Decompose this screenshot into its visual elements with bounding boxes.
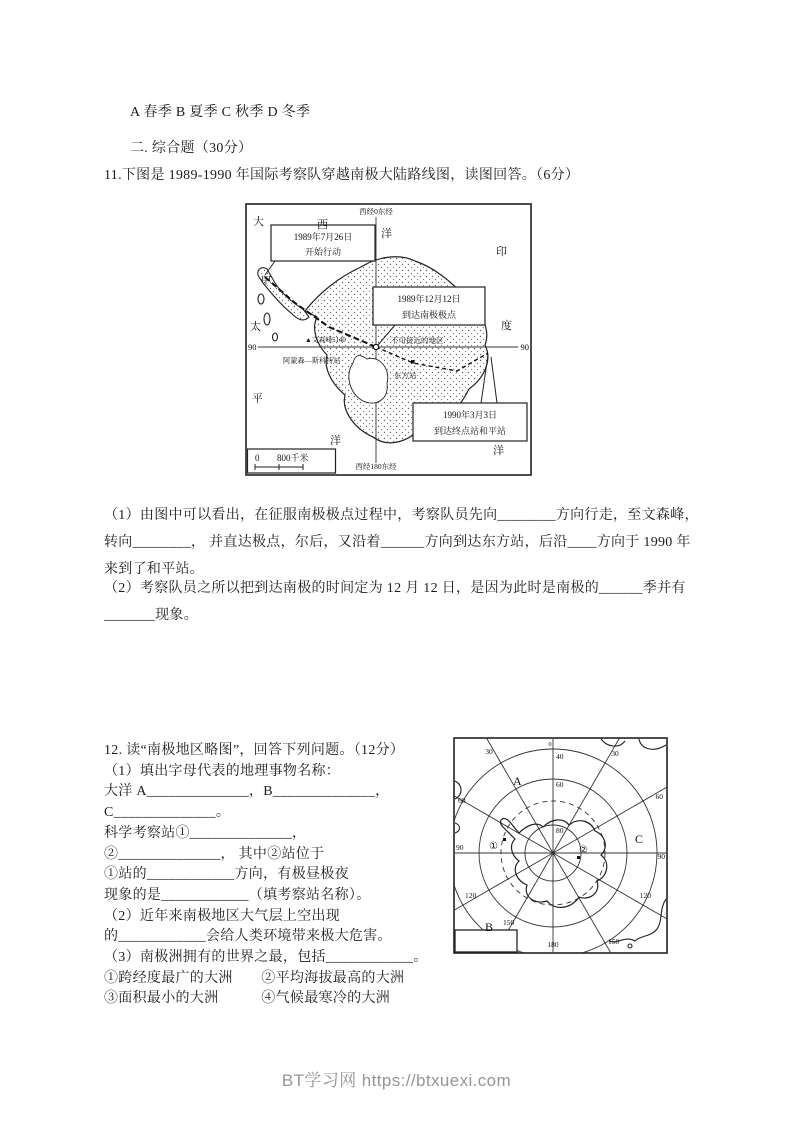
q12-line-2: 大洋 A______________，B______________，: [104, 784, 390, 800]
section-header: 二. 综合题（30分）: [130, 141, 253, 156]
q12-block: [104, 741, 454, 1010]
polar-map-svg: [453, 737, 668, 954]
q12-line-1: （1）填出字母代表的地理事物名称：: [104, 763, 341, 779]
label-lon-60-right: 60: [655, 792, 663, 801]
q12-line-4: 科学考察站①______________，: [104, 825, 307, 841]
q12-line-5: ②______________， 其中②站位于: [104, 846, 325, 862]
q12-line-3: C______________。: [104, 805, 231, 821]
q12-line-8: （2）近年来南极地区大气层上空出现: [104, 908, 341, 924]
label-atlantic-2: 西: [317, 219, 328, 231]
label-atlantic-1: 大: [253, 216, 264, 228]
label-meridian-bottom: 西经180东经: [355, 462, 397, 471]
label-lon-150-left: 150: [503, 918, 515, 927]
route-map-svg: [245, 203, 533, 477]
label-lat-80: 80: [556, 826, 564, 835]
label-lon-90-left: 90: [456, 843, 464, 852]
label-lon-0: 0: [548, 741, 552, 748]
label-atlantic-3: 洋: [381, 228, 392, 240]
label-ocean-a: A: [513, 774, 522, 788]
label-90-right: 90: [520, 342, 529, 352]
label-pacific-2: 平: [252, 393, 263, 405]
annotation-end-date: 1990年3月3日: [442, 410, 498, 420]
q12-polar-sketch-map: [453, 737, 668, 954]
q12-line-7: 现象的是____________（填考察站名称）。: [104, 887, 371, 903]
label-vinson: ▲文森峰5140: [305, 337, 346, 344]
label-lon-150-right: 150: [608, 937, 620, 946]
south-pole-point: [373, 344, 378, 349]
annotation-start-text: 开始行动: [304, 247, 342, 257]
label-lon-180: 180: [547, 940, 559, 949]
label-pacific-3: 洋: [330, 435, 341, 447]
label-station-2: ②: [579, 845, 588, 856]
q12-line-10: （3）南极洲拥有的世界之最，包括____________。: [104, 950, 428, 966]
q12-line-11: ①跨经度最广的大洲 ②平均海拔最高的大洲: [104, 970, 405, 986]
label-indian-2: 度: [501, 320, 512, 332]
label-jia: 甲: [261, 276, 271, 287]
label-station-1: ①: [489, 841, 498, 852]
label-inaccessible-area: 不可接近的地区: [391, 336, 444, 345]
label-amundsen-scott: 阿蒙森—斯科特站: [283, 357, 341, 365]
q12-title: 12. 读“南极地区略图”，回答下列问题。（12分）: [104, 743, 405, 758]
label-lon-60-left: 60: [458, 796, 466, 805]
station-2-marker: [577, 856, 580, 859]
label-lon-30-left: 30: [485, 747, 493, 756]
label-meridian-top: 西经0东经: [359, 207, 393, 216]
label-pacific-1: 太: [250, 321, 261, 333]
station-1-marker: [503, 838, 506, 841]
q12-line-6: ①站的____________方向，有极昼极夜: [104, 867, 349, 883]
scale-zero: 0: [255, 453, 260, 463]
label-lat-40: 40: [556, 752, 564, 761]
label-90-left: 90: [248, 342, 257, 352]
label-lat-60: 60: [556, 780, 564, 789]
annotation-pole-date: 1989年12月12日: [397, 294, 461, 304]
label-lon-90-right: 90: [657, 852, 665, 861]
vostok-station-marker: [411, 360, 415, 364]
annotation-end-text: 到达终点站和平站: [433, 426, 507, 436]
q12-line-12: ③面积最小的大洲 ④气候最寒冷的大洲: [104, 991, 390, 1007]
label-vostok: 东方站: [394, 371, 417, 380]
footer-watermark: [0, 1066, 793, 1091]
annotation-start-date: 1989年7月26日: [293, 232, 353, 242]
footer-text: BT学习网 https://btxuexi.com: [281, 1071, 512, 1090]
q11-antarctic-route-map: [245, 203, 533, 477]
scale-distance: 800千米: [277, 453, 309, 463]
label-indian-1: 印: [496, 246, 507, 258]
q11-intro: 11.下图是 1989-1990 年国际考察队穿越南极大陆路线图，读图回答。（6分）: [104, 168, 580, 183]
q11-part1: （1）由图中可以看出，在征服南极极点过程中，考察队员先向________方向行走，至文森峰，转向________， 并直达极点，尔后，又沿着______方向到达东方站，后沿____方向于 1990 年来到了和平站。: [104, 508, 699, 577]
q12-line-9: 的____________会给人类环境带来极大危害。: [104, 929, 392, 945]
label-lon-30-right: 30: [611, 749, 619, 758]
label-lon-120-right: 120: [639, 891, 651, 900]
label-ocean-c: C: [635, 832, 644, 846]
q11-part2: （2）考察队员之所以把到达南极的时间定为 12 月 12 日，是因为此时是南极的______季并有_______现象。: [104, 581, 686, 623]
label-indian-3: 洋: [493, 445, 504, 457]
question-options: A 春季 B 夏季 C 秋季 D 冬季: [130, 105, 311, 120]
annotation-pole-text: 到达南极极点: [401, 310, 457, 320]
label-ocean-b: B: [485, 920, 494, 934]
label-lon-120-left: 120: [465, 891, 477, 900]
